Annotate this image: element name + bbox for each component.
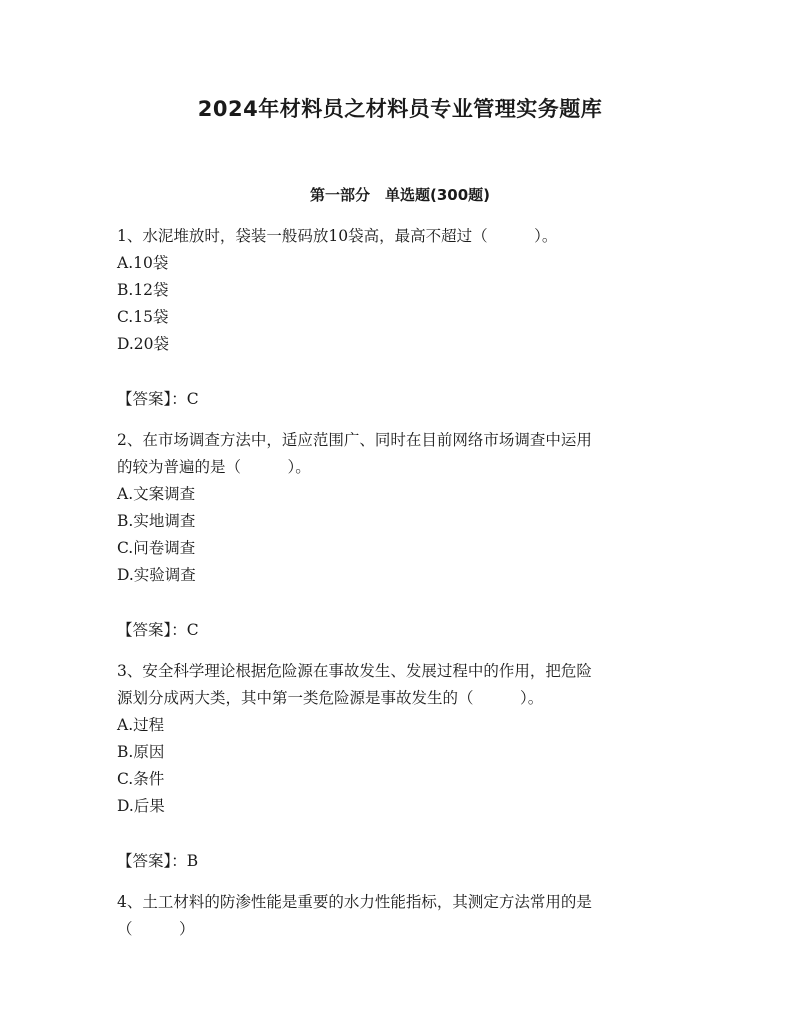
question-3-stem-line-2: 源划分成两大类，其中第一类危险源是事故发生的（ ）。 [117,689,544,707]
question-3-option-a: A.过程 [117,716,165,734]
section-title: 第一部分 单选题(300题) [309,186,491,204]
question-3-option-b: B.原因 [117,743,165,761]
question-1-stem: 1、水泥堆放时，袋装一般码放10袋高，最高不超过（ ）。 [117,227,558,245]
question-4-stem-line-2: （ ） [117,920,195,938]
question-3-option-d: D.后果 [117,797,165,815]
answer-value: C [186,621,199,639]
question-2-stem-line-2: 的较为普遍的是（ ）。 [117,458,311,476]
question-1-option-b: B.12袋 [117,281,169,299]
question-2-option-b: B.实地调查 [117,512,196,530]
question-1-option-a: A.10袋 [117,254,169,272]
question-2-stem-line-1: 2、在市场调查方法中，适应范围广、同时在目前网络市场调查中运用 [117,431,592,449]
answer-label: 【答案】： [117,390,187,408]
question-2-answer [117,618,687,642]
question-2-option-c: C.问卷调查 [117,539,196,557]
answer-label: 【答案】： [117,852,187,870]
answer-value: B [186,852,199,870]
answer-value: C [186,390,199,408]
question-3-option-c: C.条件 [117,770,165,788]
question-2-option-d: D.实验调查 [117,566,196,584]
question-1-option-d: D.20袋 [117,335,170,353]
question-2-option-a: A.文案调查 [117,485,196,503]
document-title: 2024年材料员之材料员专业管理实务题库 [197,97,603,121]
question-3-answer [117,849,687,873]
question-1-answer [117,387,687,411]
question-1-option-c: C.15袋 [117,308,169,326]
answer-label: 【答案】： [117,621,187,639]
question-4-stem-line-1: 4、土工材料的防渗性能是重要的水力性能指标，其测定方法常用的是 [117,893,592,911]
question-3-stem-line-1: 3、安全科学理论根据危险源在事故发生、发展过程中的作用，把危险 [117,662,592,680]
